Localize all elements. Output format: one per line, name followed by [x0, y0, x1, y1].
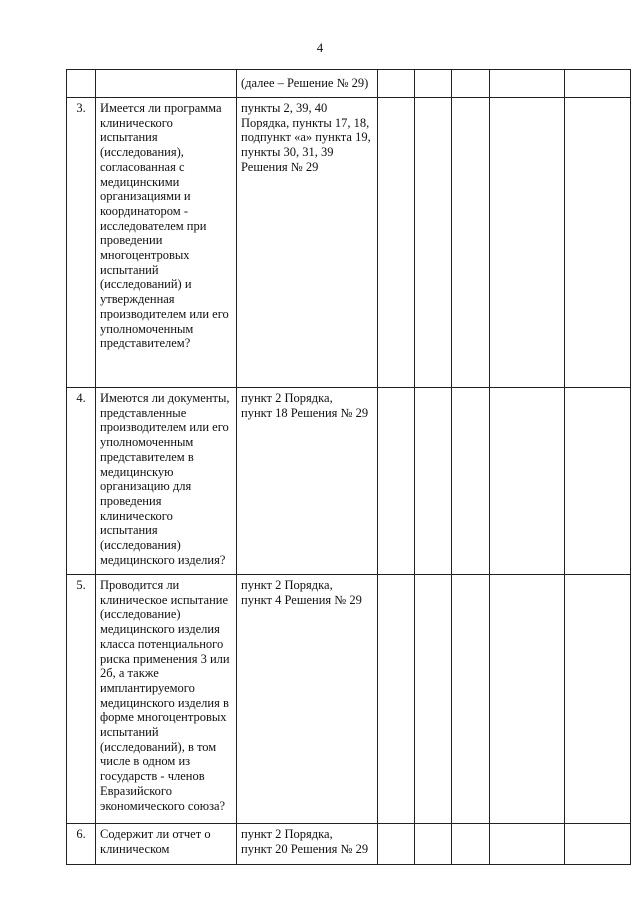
question-line: производителем или его	[100, 306, 229, 321]
answer-cell	[490, 388, 565, 575]
question-line: имплантируемого	[100, 680, 195, 695]
question-line: медицинскую	[100, 464, 174, 479]
question-line: Имеются ли документы,	[100, 391, 230, 405]
question-line: Евразийского	[100, 783, 172, 798]
item-number: 5.	[67, 575, 96, 824]
question-cell	[96, 388, 237, 575]
answer-cell	[378, 98, 415, 388]
answer-cell	[415, 98, 452, 388]
question-line: испытаний	[100, 725, 159, 740]
reference-line: пункт 18 Решения № 29	[241, 405, 369, 420]
reference-cell	[237, 98, 378, 388]
question-line: медицинскими	[100, 174, 180, 189]
question-line: экономического союза?	[100, 798, 226, 813]
question-line: проведении	[100, 233, 163, 248]
answer-cell	[490, 824, 565, 865]
question-line: (исследование)	[100, 607, 181, 622]
answer-cell	[490, 575, 565, 824]
answer-cell	[378, 388, 415, 575]
reference-line: пункты 2, 39, 40	[241, 101, 328, 115]
question-line: Проводится ли	[100, 578, 180, 592]
question-line: (исследования)	[100, 538, 181, 553]
question-line: испытания	[100, 523, 158, 538]
table-row	[67, 824, 631, 865]
question-line: испытаний	[100, 262, 159, 277]
table-row	[67, 98, 631, 388]
question-line: уполномоченным	[100, 435, 194, 450]
question-line: представленные	[100, 405, 187, 420]
table-row	[67, 70, 631, 98]
answer-cell	[415, 70, 452, 98]
answer-cell	[565, 70, 631, 98]
table-row	[67, 575, 631, 824]
item-number	[67, 70, 96, 98]
question-line: форме многоцентровых	[100, 710, 227, 725]
question-line: клиническом	[100, 841, 170, 856]
question-line: уполномоченным	[100, 321, 194, 336]
checklist-table	[66, 69, 631, 865]
question-line: риска применения 3 или	[100, 651, 230, 666]
answer-cell	[490, 70, 565, 98]
answer-cell	[490, 98, 565, 388]
question-line: класса потенциального	[100, 636, 224, 651]
reference-line: Решения № 29	[241, 159, 319, 174]
reference-line: Порядка, пункты 17, 18,	[241, 115, 370, 130]
question-line: 2б, а также	[100, 666, 159, 681]
answer-cell	[565, 388, 631, 575]
answer-cell	[415, 388, 452, 575]
answer-cell	[565, 575, 631, 824]
reference-line: (далее – Решение № 29)	[241, 76, 369, 90]
answer-cell	[565, 98, 631, 388]
question-cell	[96, 70, 237, 98]
answer-cell	[452, 824, 490, 865]
question-line: утвержденная	[100, 292, 175, 307]
question-line: организацию для	[100, 479, 192, 494]
question-line: клинического	[100, 508, 173, 523]
reference-line: пункты 30, 31, 39	[241, 145, 334, 160]
question-cell	[96, 575, 237, 824]
question-line: производителем или его	[100, 420, 229, 435]
reference-cell	[237, 824, 378, 865]
reference-line: пункт 4 Решения № 29	[241, 592, 362, 607]
answer-cell	[452, 575, 490, 824]
question-line: представителем в	[100, 449, 194, 464]
answer-cell	[415, 824, 452, 865]
question-line: государств - членов	[100, 769, 205, 784]
reference-line: пункт 2 Порядка,	[241, 578, 333, 592]
question-line: медицинского изделия	[100, 622, 220, 637]
answer-cell	[452, 70, 490, 98]
question-line: представителем?	[100, 336, 191, 351]
reference-line: пункт 2 Порядка,	[241, 391, 333, 405]
table-body	[67, 70, 631, 865]
reference-cell	[237, 575, 378, 824]
reference-line: подпункт «а» пункта 19,	[241, 130, 371, 145]
answer-cell	[452, 98, 490, 388]
question-line: координатором -	[100, 203, 188, 218]
item-number: 4.	[67, 388, 96, 575]
question-line: числе в одном из	[100, 754, 191, 769]
reference-line: пункт 2 Порядка,	[241, 827, 333, 841]
question-line: согласованная с	[100, 159, 185, 174]
question-line: испытания	[100, 130, 158, 145]
answer-cell	[378, 70, 415, 98]
item-number: 3.	[67, 98, 96, 388]
question-line: (исследований), в том	[100, 739, 217, 754]
question-line: Имеется ли программа	[100, 101, 222, 115]
answer-cell	[452, 388, 490, 575]
reference-cell	[237, 70, 378, 98]
question-line: клинического	[100, 115, 173, 130]
question-line: организациями и	[100, 189, 191, 204]
question-line: (исследования),	[100, 145, 184, 160]
question-line: проведения	[100, 493, 162, 508]
question-line: клиническое испытание	[100, 592, 229, 607]
question-line: Содержит ли отчет о	[100, 827, 211, 841]
reference-cell	[237, 388, 378, 575]
question-cell	[96, 824, 237, 865]
question-line: многоцентровых	[100, 248, 190, 263]
answer-cell	[378, 824, 415, 865]
answer-cell	[378, 575, 415, 824]
item-number: 6.	[67, 824, 96, 865]
question-line: (исследований) и	[100, 277, 192, 292]
question-cell	[96, 98, 237, 388]
page-number: 4	[316, 40, 324, 55]
question-line: исследователем при	[100, 218, 207, 233]
question-line: медицинского изделия?	[100, 552, 226, 567]
answer-cell	[415, 575, 452, 824]
table-row	[67, 388, 631, 575]
reference-line: пункт 20 Решения № 29	[241, 841, 369, 856]
answer-cell	[565, 824, 631, 865]
question-line: медицинского изделия в	[100, 695, 229, 710]
